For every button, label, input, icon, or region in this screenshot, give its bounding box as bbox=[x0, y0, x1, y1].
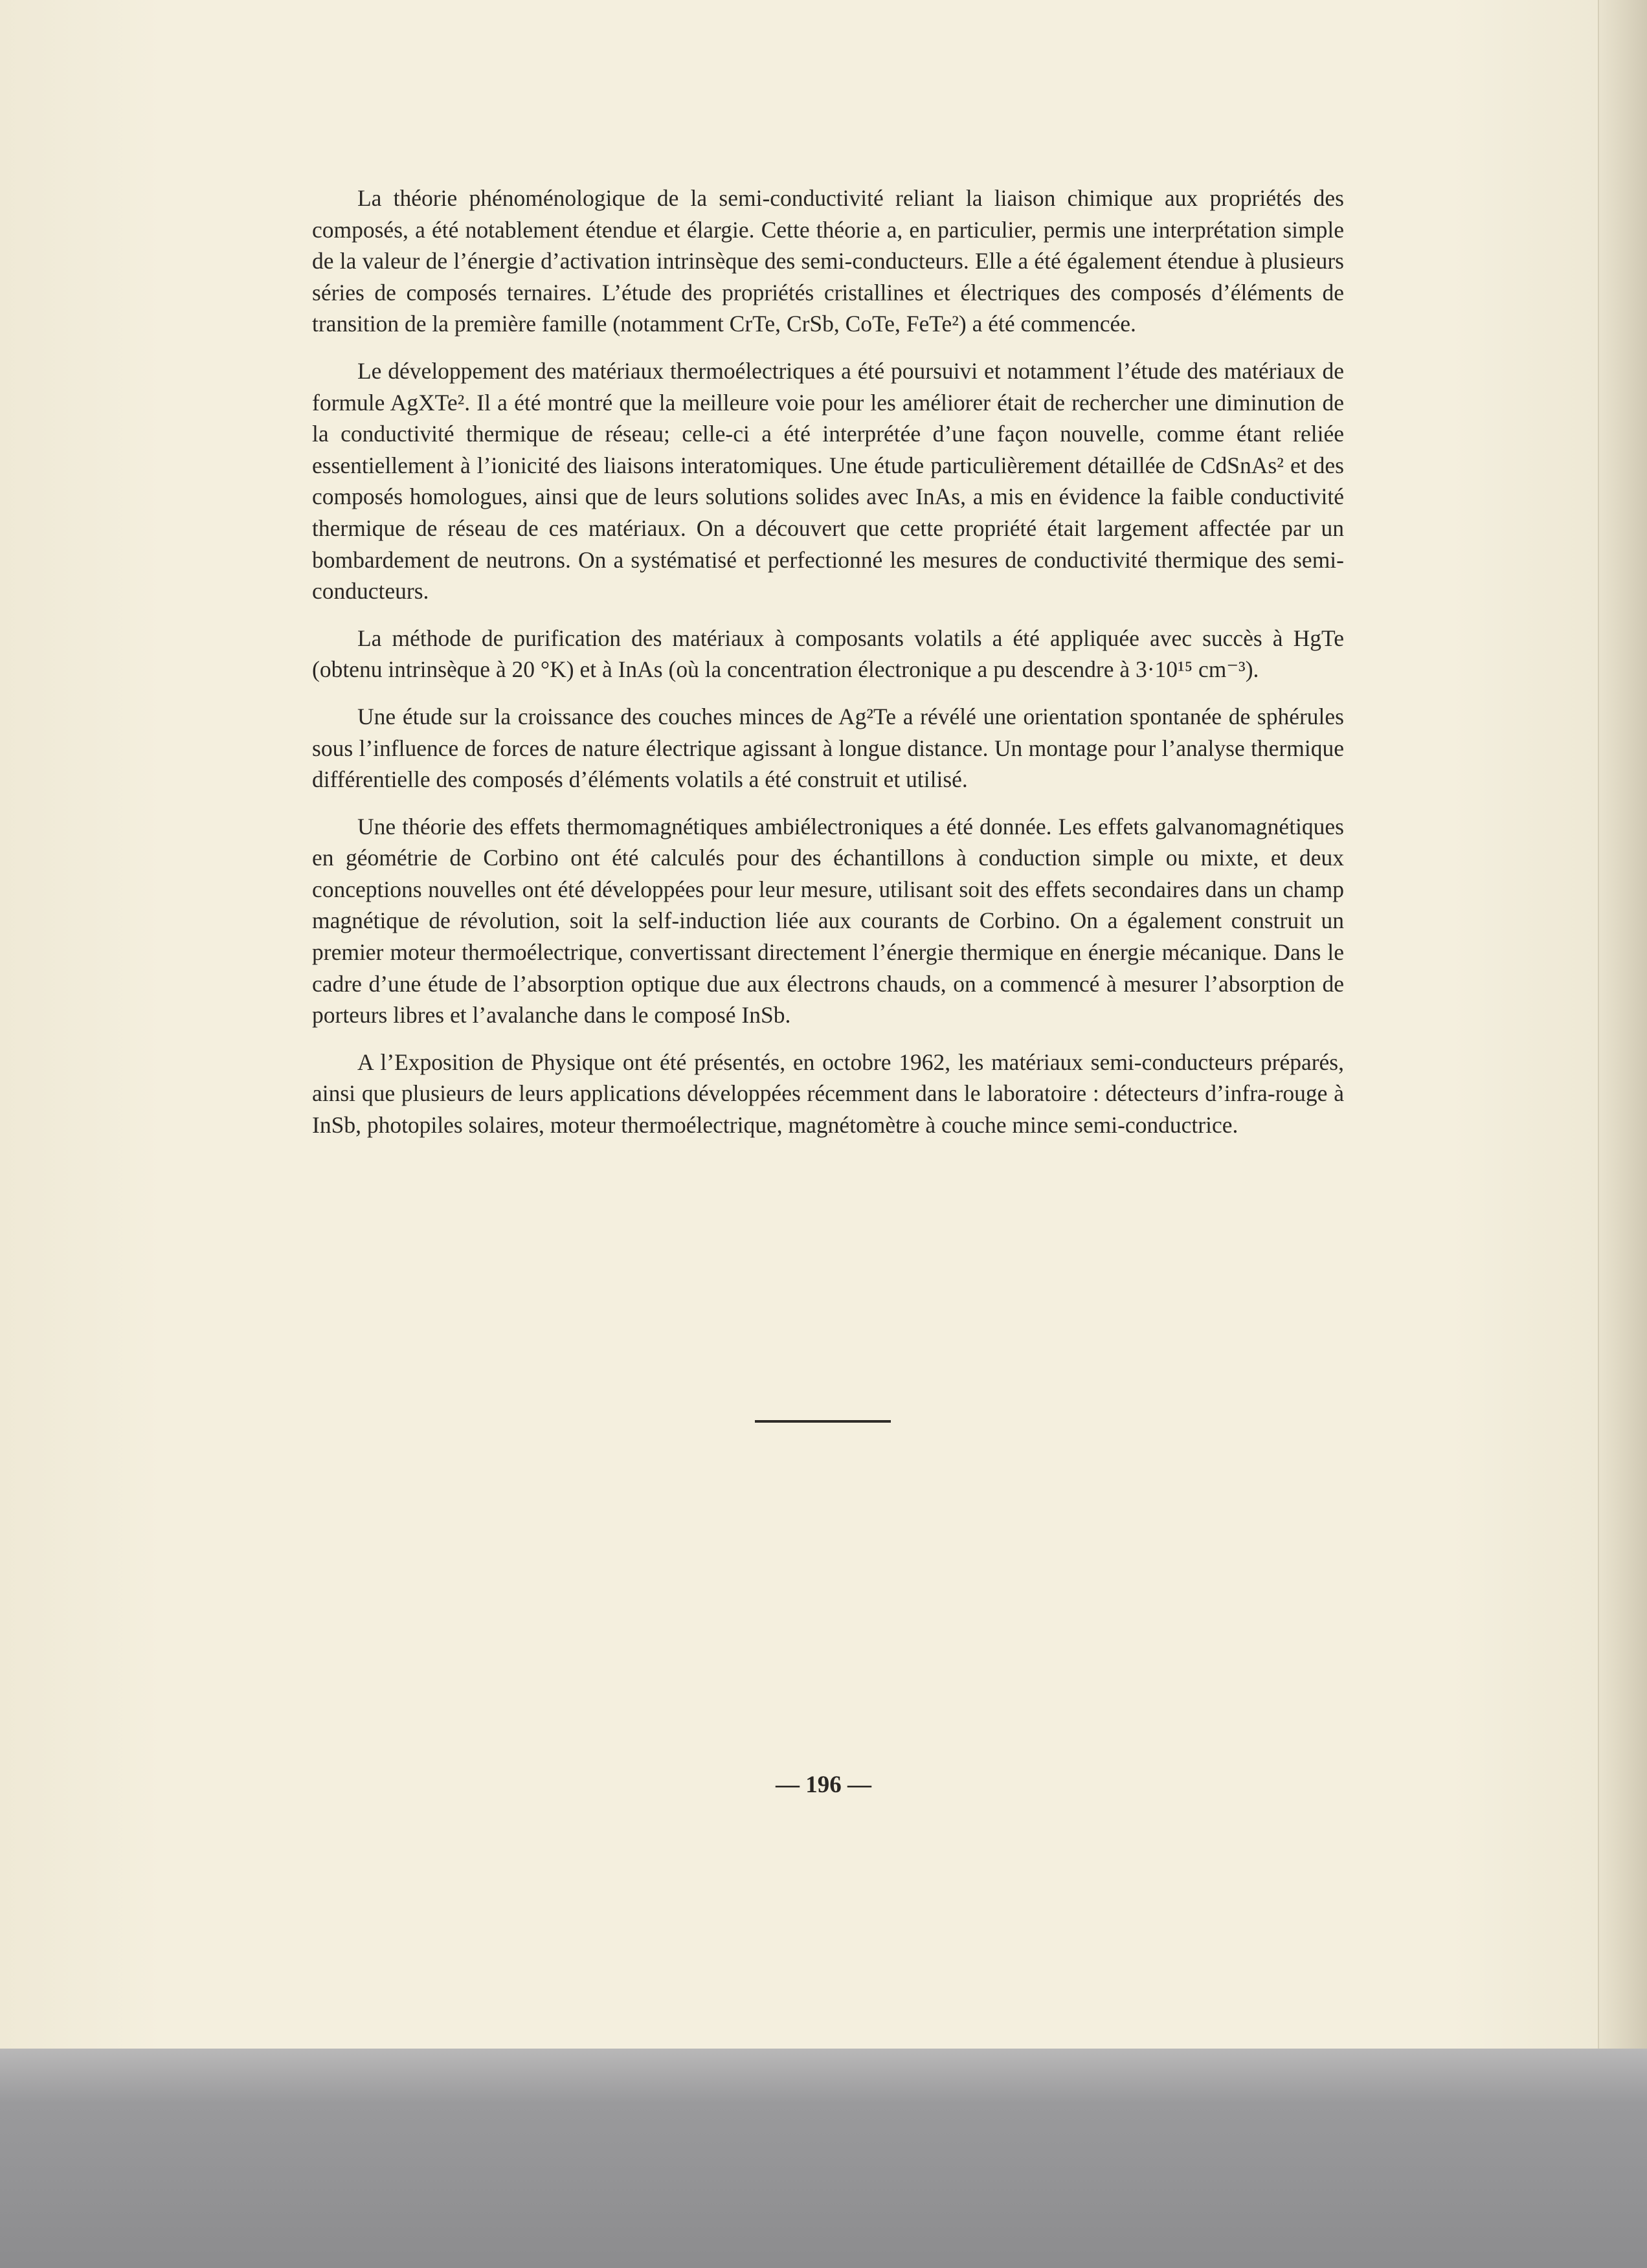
paragraph-2: Le développement des matériaux thermoélectriques a été poursuivi et notamment l’étude des matériaux de formule AgXTe². Il a été montré que la meilleure voie pour les améliorer était de rechercher une diminution de la conductivité thermique de réseau; celle-ci a été interprétée d’une façon nouvelle, comme étant reliée essentiellement à l’ionicité des liaisons interatomiques. Une étude particulièrement détaillée de CdSnAs² et des composés homologues, ainsi que de leurs solutions solides avec InAs, a mis en évidence la faible conductivité thermique de réseau de ces matériaux. On a découvert que cette propriété était largement affectée par un bombardement de neutrons. On a systématisé et perfectionné les mesures de conductivité thermique des semi-conducteurs. bbox=[312, 357, 1344, 605]
paragraph-5: Une théorie des effets thermomagnétiques ambiélectroniques a été donnée. Les effets galvanomagnétiques en géométrie de Corbino ont été calculés pour des échantillons à conduction simple ou mixte, et deux conceptions nouvelles ont été développées pour leur mesure, utilisant soit des effets secondaires dans un champ magnétique de révolution, soit la self-induction liée aux courants de Corbino. On a également construit un premier moteur thermoélectrique, convertissant directement l’énergie thermique en énergie mécanique. Dans le cadre d’une étude de l’absorption optique due aux électrons chauds, on a commencé à mesurer l’absorption de porteurs libres et l’avalanche dans le composé InSb. bbox=[312, 813, 1344, 1028]
paragraph-4: Une étude sur la croissance des couches minces de Ag²Te a révélé une orientation spontanée de sphérules sous l’influence de forces de nature électrique agissant à longue distance. Un montage pour l’analyse thermique différentielle des composés d’éléments volatils a été construit et utilisé. bbox=[312, 703, 1344, 793]
body-text bbox=[312, 183, 1344, 1157]
scanner-background bbox=[0, 2049, 1647, 2268]
page-number: — 196 — bbox=[776, 1772, 871, 1798]
paragraph-1: La théorie phénoménologique de la semi-conductivité reliant la liaison chimique aux propriétés des composés, a été notablement étendue et élargie. Cette théorie a, en particulier, permis une interprétation simple de la valeur de l’énergie d’activation intrinsèque des semi-conducteurs. Elle a été également étendue à plusieurs séries de composés ternaires. L’étude des propriétés cristallines et électriques des composés d’éléments de transition de la première famille (notamment CrTe, CrSb, CoTe, FeTe²) a été commencée. bbox=[312, 185, 1344, 337]
section-divider bbox=[755, 1420, 891, 1423]
page-edge bbox=[1598, 0, 1647, 2049]
paragraph-3: La méthode de purification des matériaux à composants volatils a été appliquée avec succès à HgTe (obtenu intrinsèque à 20 °K) et à InAs (où la concentration électronique a pu descendre à 3·10¹⁵ cm⁻³). bbox=[312, 625, 1344, 683]
paragraph-6: A l’Exposition de Physique ont été présentés, en octobre 1962, les matériaux semi-conducteurs préparés, ainsi que plusieurs de leurs applications développées récemment dans le laboratoire : détecteurs d’infra-rouge à InSb, photopiles solaires, moteur thermoélectrique, magnétomètre à couche mince semi-conductrice. bbox=[312, 1049, 1344, 1139]
